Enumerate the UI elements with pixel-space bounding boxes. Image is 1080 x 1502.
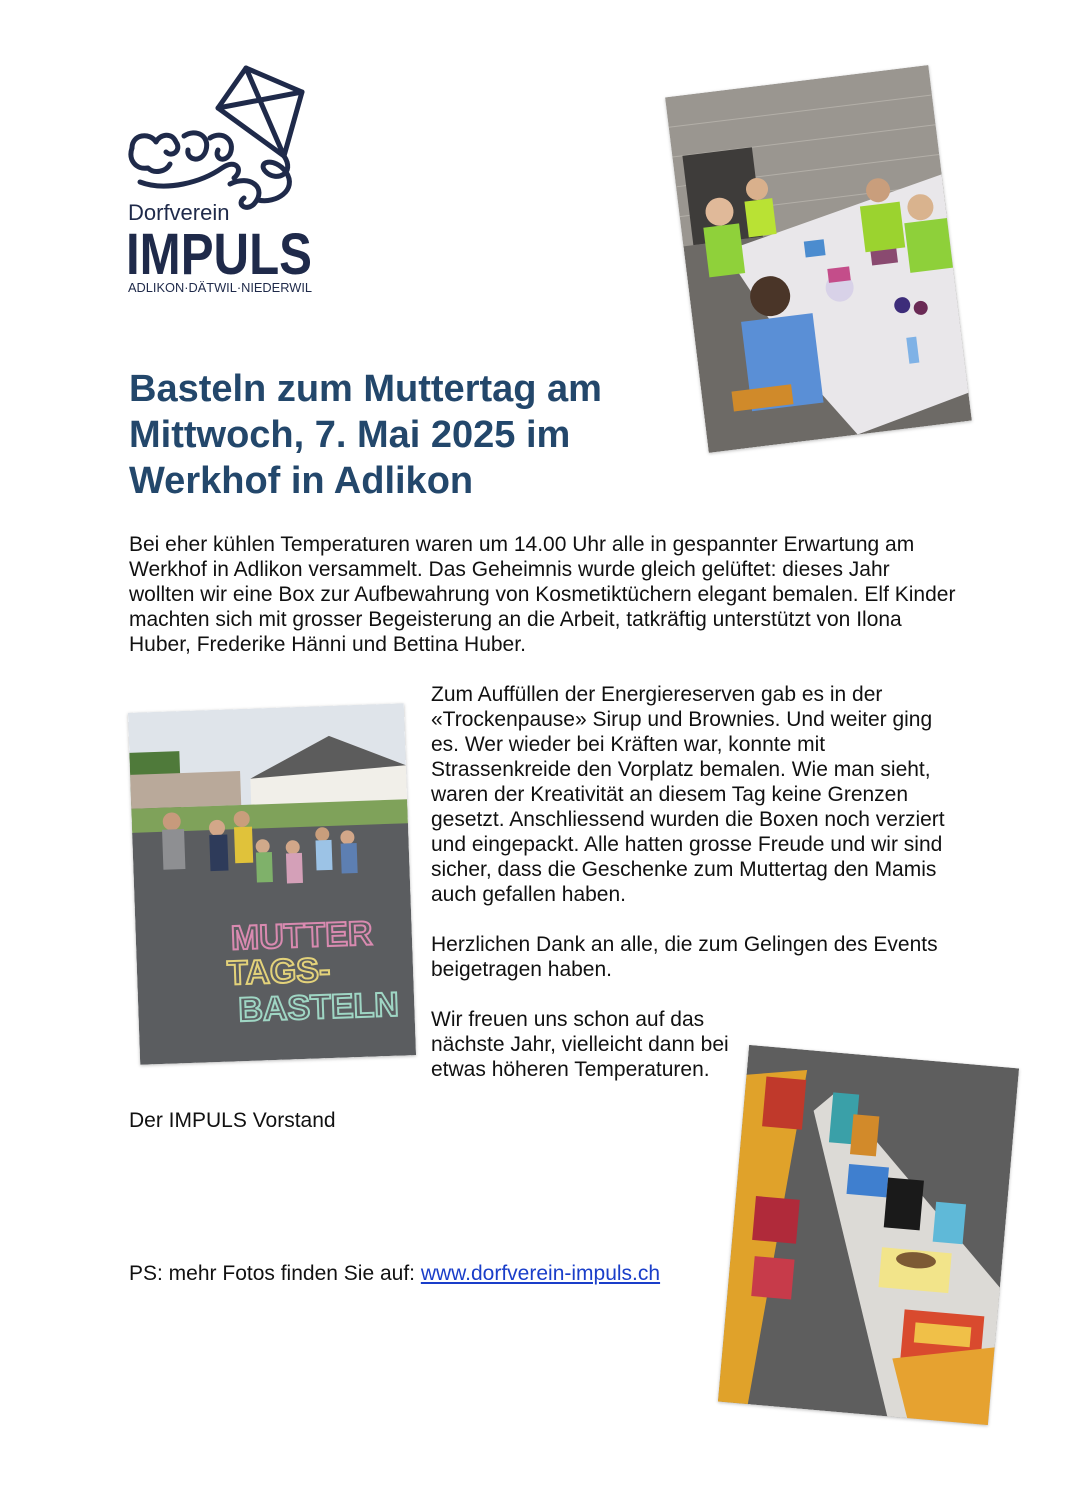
- ps-line: [129, 1261, 660, 1286]
- right-column-text: [431, 682, 966, 1082]
- intro-paragraph: Bei eher kühlen Temperaturen waren um 14.00 Uhr alle in gespannter Erwartung am Werkhof in Adlikon versammelt. Das Geheimnis wurde gleich gelüftet: dieses Jahr wollten wir eine Box zur Aufbewahrung von Kosmetiktüchern elegant bemalen. Elf Kinder machten sich mit grosser Begeisterung an die Arbeit, tatkräftig unterstützt von Ilona Huber, Frederike Hänni und Bettina Huber.: [129, 533, 956, 656]
- chalk-word-3: BASTELN: [237, 985, 400, 1030]
- chalk-word-2: TAGS-: [226, 951, 331, 993]
- logo-org-small: Dorfverein: [128, 200, 230, 225]
- ps-text: PS: mehr Fotos finden Sie auf:: [129, 1262, 421, 1285]
- photo-kids-crafting-table: [665, 65, 972, 453]
- paragraph-break-activities: Zum Auffüllen der Energiereserven gab es in der «Trockenpause» Sirup und Brownies. Und weiter ging es. Wer wieder bei Kräften war, konnte mit Strassenkreide den Vorplatz bemalen. Wie man sieht, waren der Kreativität an diesem Tag keine Grenzen gesetzt. Anschliessend wurden die Boxen noch verziert und eingepackt. Alle hatten grosse Freude und wir sind sicher, dass die Geschenke zum Muttertag den Mamis auch gefallen haben.: [431, 683, 945, 906]
- page-title: Basteln zum Muttertag am Mittwoch, 7. Mai 2025 im Werkhof in Adlikon: [129, 368, 602, 502]
- paragraph-thanks: Herzlichen Dank an alle, die zum Gelingen des Events beigetragen haben.: [431, 933, 938, 981]
- logo-tagline: ADLIKON·DÄTWIL·NIEDERWIL: [128, 280, 312, 295]
- signoff: Der IMPULS Vorstand: [129, 1109, 336, 1132]
- kite-swirl-logo-icon: [126, 64, 318, 296]
- paragraph-outlook: Wir freuen uns schon auf das nächste Jahr, vielleicht dann bei etwas höheren Temperaturen.: [431, 1008, 729, 1081]
- photo-kids-chalk-drawing: [128, 703, 416, 1064]
- dorfverein-impuls-logo: [126, 64, 318, 296]
- website-link[interactable]: www.dorfverein-impuls.ch: [420, 1262, 661, 1285]
- photo-painted-boxes: [718, 1045, 1019, 1425]
- chalk-word-1: MUTTER: [230, 914, 374, 958]
- logo-org-big: IMPULS: [126, 222, 312, 287]
